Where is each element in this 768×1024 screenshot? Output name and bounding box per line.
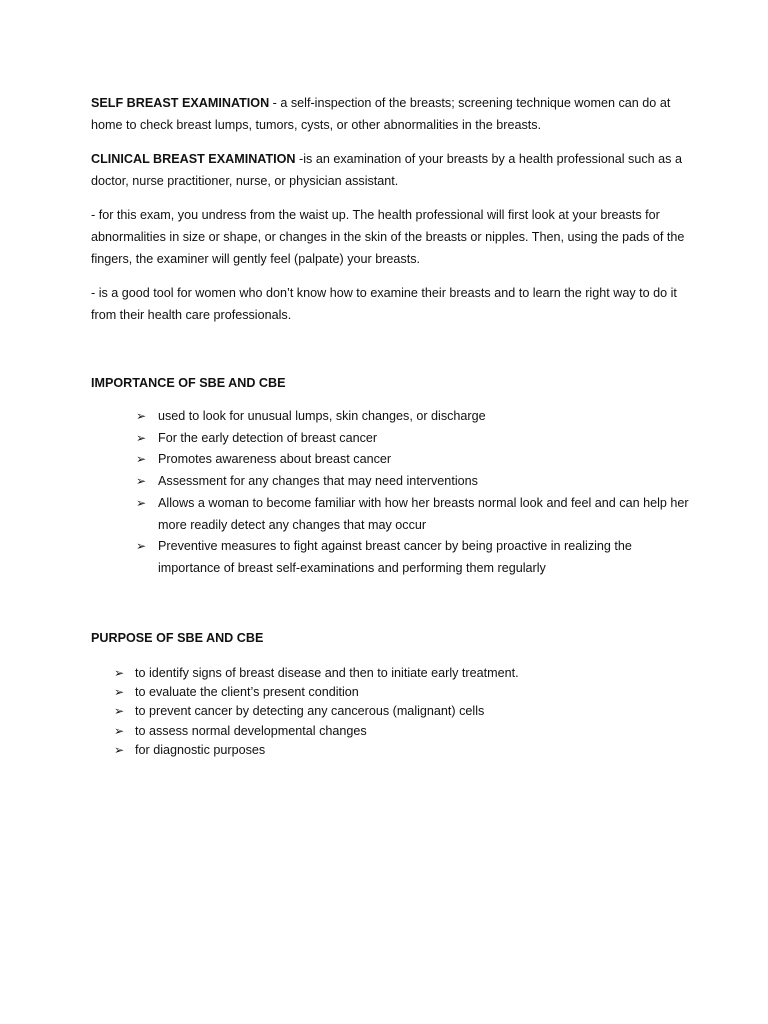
- arrow-bullet-icon: ➢: [136, 430, 147, 445]
- arrow-bullet-icon: ➢: [136, 495, 147, 510]
- list-item: [114, 702, 691, 721]
- purpose-list: [114, 664, 691, 760]
- importance-list: [136, 406, 691, 580]
- sbe-term: SELF BREAST EXAMINATION: [91, 96, 270, 110]
- arrow-bullet-icon: ➢: [136, 452, 147, 467]
- list-item-text: for diagnostic purposes: [135, 742, 266, 757]
- list-item-text: Allows a woman to become familiar with how her breasts normal look and feel and can help her more readily detect any changes that may occur: [158, 495, 689, 532]
- list-item-text: to assess normal developmental changes: [135, 723, 367, 738]
- list-item: [136, 536, 691, 579]
- list-item-text: to prevent cancer by detecting any cancerous (malignant) cells: [135, 704, 485, 719]
- list-item: [136, 471, 691, 493]
- cbe-definition-text: -is an examination of your breasts by a health professional such as a doctor, nurse practitioner, nurse, or physician assistant.: [91, 152, 682, 188]
- list-item: [136, 449, 691, 471]
- list-item-text: Assessment for any changes that may need interventions: [158, 474, 478, 489]
- arrow-bullet-icon: ➢: [114, 704, 125, 719]
- cbe-definition: [91, 148, 691, 192]
- list-item-text: to evaluate the client’s present condition: [135, 684, 359, 699]
- arrow-bullet-icon: ➢: [114, 665, 125, 680]
- list-item: [136, 406, 691, 428]
- sbe-definition-text: - a self-inspection of the breasts; screening technique women can do at home to check breast lumps, tumors, cysts, or other abnormalities in the breasts.: [91, 96, 671, 132]
- arrow-bullet-icon: ➢: [114, 684, 125, 699]
- list-item-text: For the early detection of breast cancer: [158, 430, 378, 445]
- list-item-text: Promotes awareness about breast cancer: [158, 452, 392, 467]
- arrow-bullet-icon: ➢: [136, 474, 147, 489]
- list-item-text: used to look for unusual lumps, skin changes, or discharge: [158, 409, 486, 423]
- list-item-text: Preventive measures to fight against breast cancer by being proactive in realizing the importance of breast self-examinations and performing them regularly: [158, 539, 632, 575]
- list-item: [114, 741, 691, 760]
- list-item: [136, 428, 691, 450]
- purpose-heading: PURPOSE OF SBE AND CBE: [91, 630, 264, 645]
- list-item: [114, 664, 691, 683]
- arrow-bullet-icon: ➢: [114, 742, 125, 757]
- importance-heading: IMPORTANCE OF SBE AND CBE: [91, 376, 286, 390]
- document-body: [91, 92, 691, 760]
- list-item: [136, 493, 691, 536]
- arrow-bullet-icon: ➢: [136, 409, 147, 423]
- list-item: [114, 683, 691, 702]
- sbe-definition: [91, 92, 691, 136]
- arrow-bullet-icon: ➢: [114, 723, 125, 738]
- cbe-term: CLINICAL BREAST EXAMINATION: [91, 152, 296, 166]
- list-item-text: to identify signs of breast disease and then to initiate early treatment.: [135, 665, 519, 680]
- exam-description: - for this exam, you undress from the waist up. The health professional will first look at your breasts for abnormalities in size or shape, or changes in the skin of the breasts or nipples. Then, using the pads of the fingers, the examiner will gently feel (palpate) your breasts.: [91, 208, 685, 266]
- tool-description: - is a good tool for women who don’t know how to examine their breasts and to learn the right way to do it from their health care professionals.: [91, 286, 677, 322]
- list-item: [114, 722, 691, 741]
- arrow-bullet-icon: ➢: [136, 539, 147, 554]
